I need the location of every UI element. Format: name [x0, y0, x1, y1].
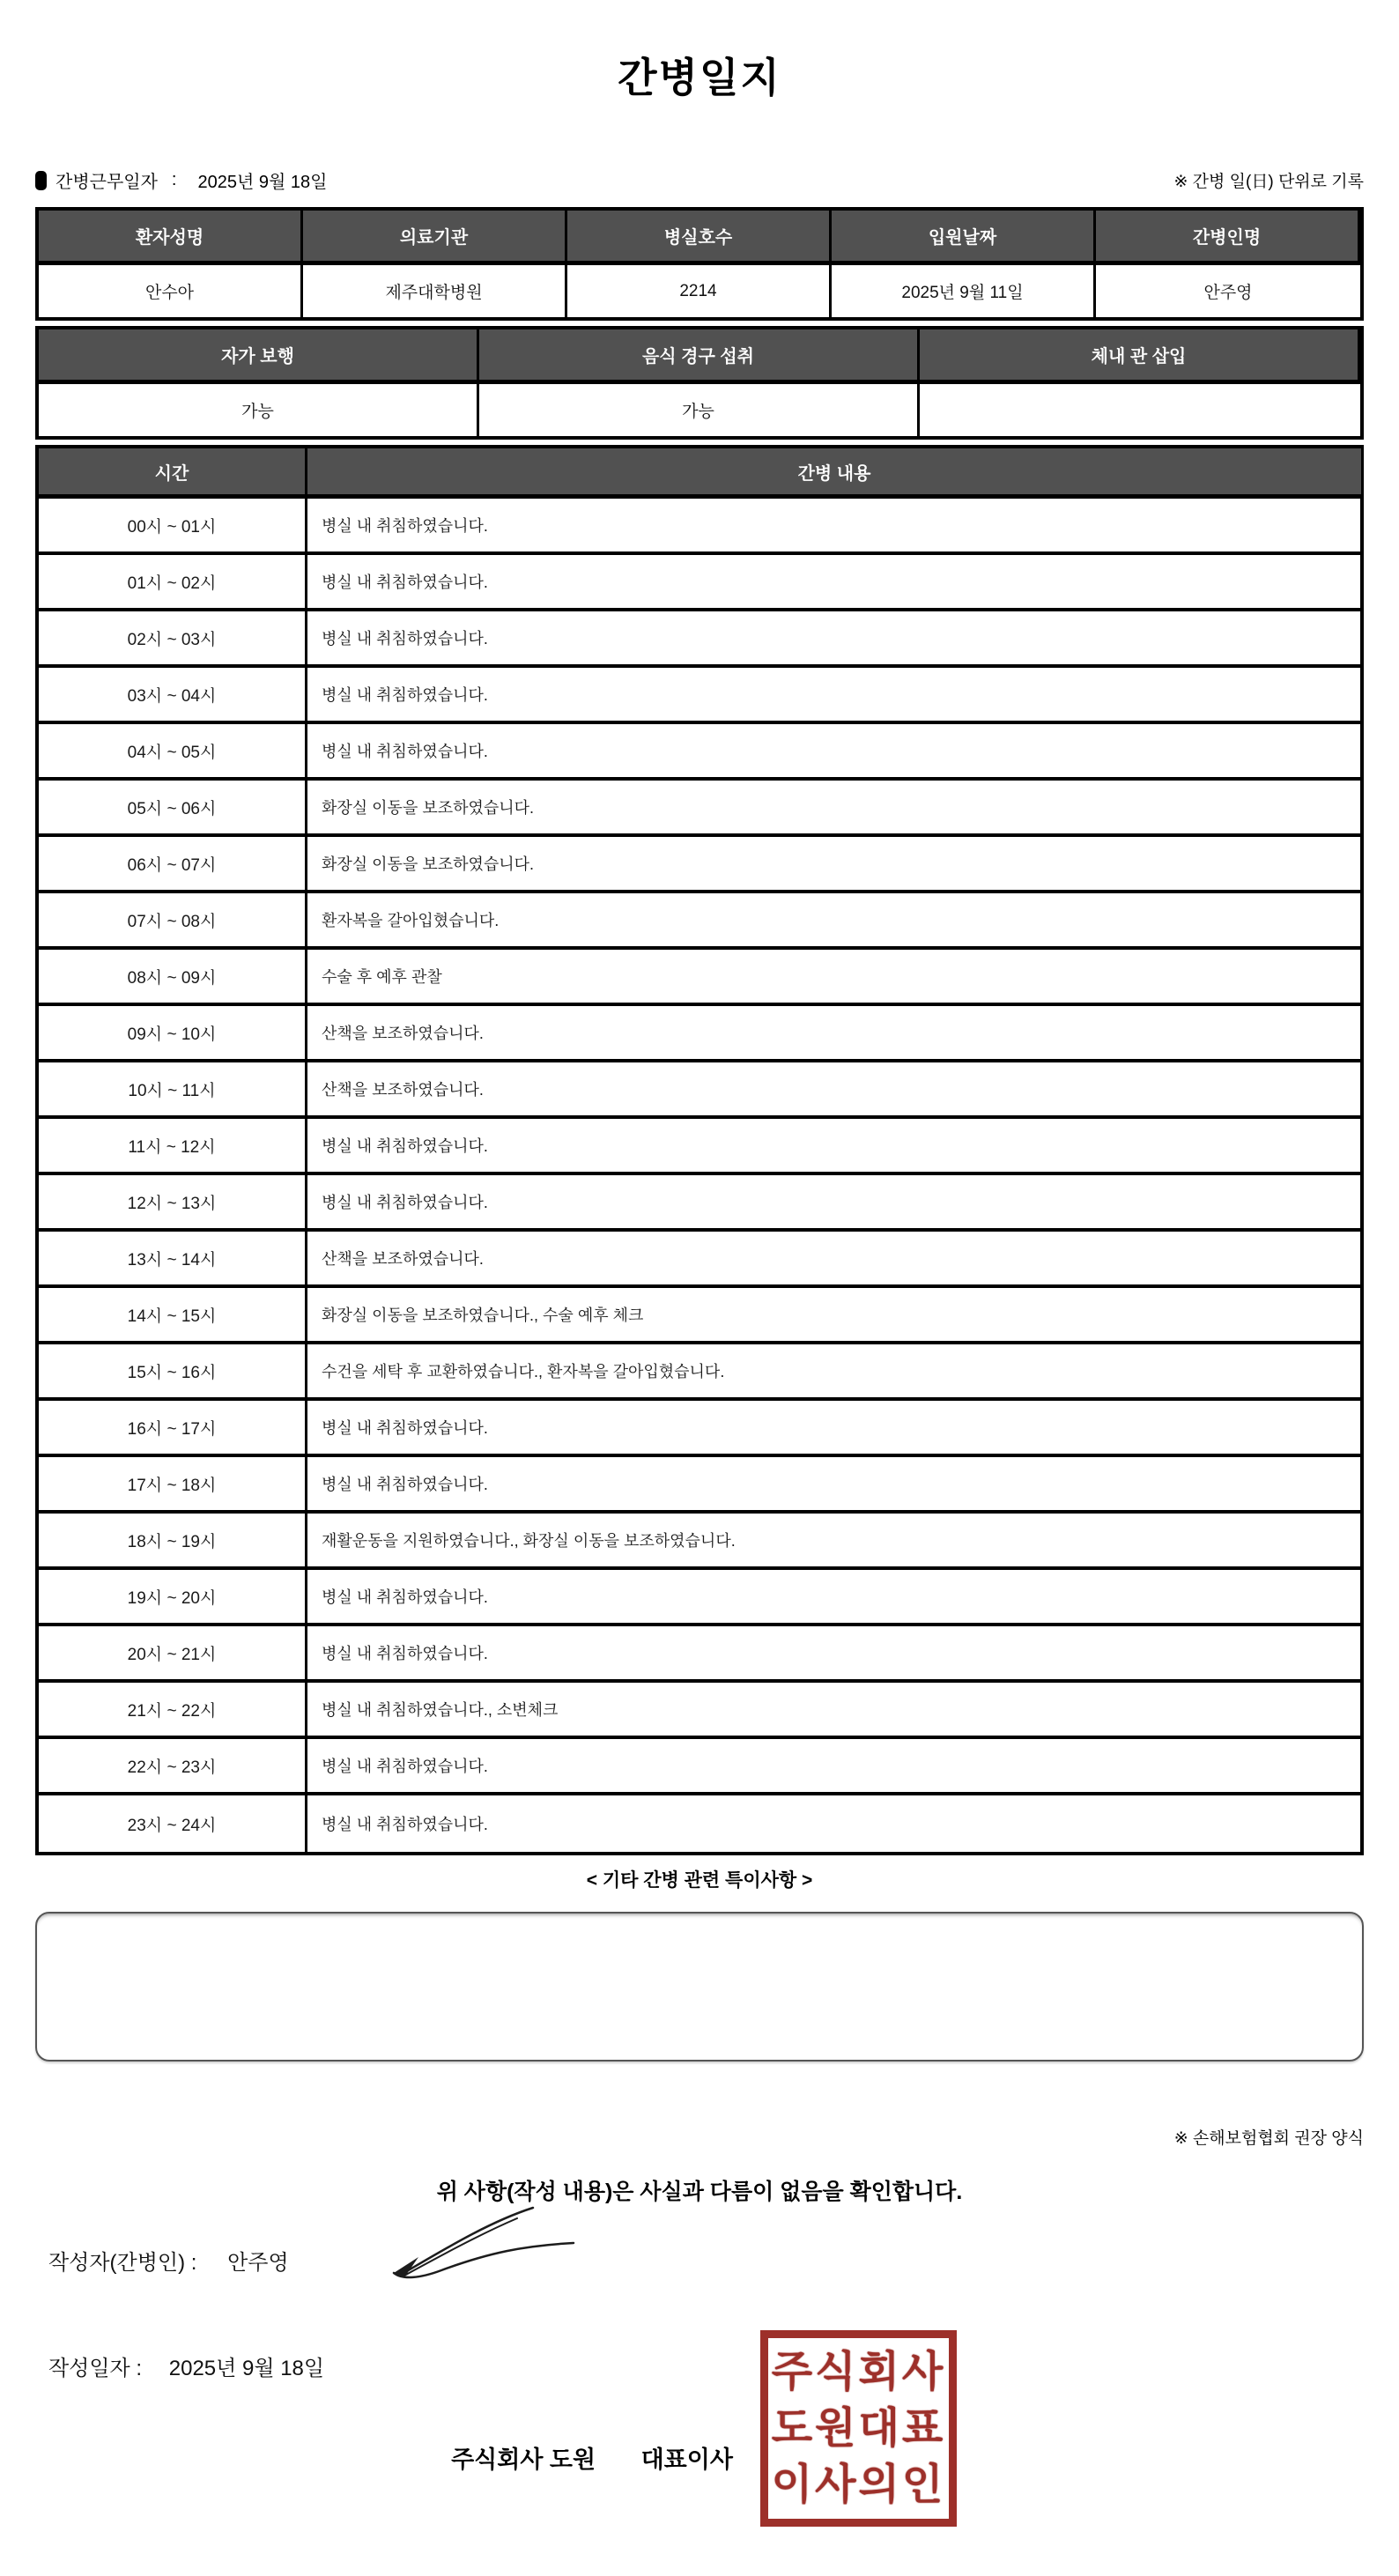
written-date-line	[48, 2350, 324, 2381]
admission-date-value: 2025년 9월 11일	[832, 265, 1096, 317]
notes-box	[35, 1912, 1364, 2062]
care-row-content: 화장실 이동을 보조하였습니다., 수술 예후 체크	[307, 1288, 1364, 1344]
care-row-time: 13시 ~ 14시	[39, 1232, 307, 1288]
care-row-time: 10시 ~ 11시	[39, 1062, 307, 1119]
patient-name-header: 환자성명	[39, 211, 303, 265]
care-work-date-label: 간병근무일자	[56, 173, 158, 192]
care-row-time: 23시 ~ 24시	[39, 1795, 307, 1852]
meta-colon: :	[171, 170, 177, 189]
tube-insertion-value	[920, 384, 1360, 436]
form-standard-note: ※ 손해보험협회 권장 양식	[1173, 2129, 1364, 2148]
caregiver-name-header: 간병인명	[1096, 211, 1360, 265]
page-title: 간병일지	[618, 55, 781, 100]
tube-insertion-header: 체내 관 삽입	[920, 329, 1360, 384]
room-number-value: 2214	[567, 265, 832, 317]
written-date-value: 2025년 9월 18일	[168, 2357, 325, 2380]
square-bullet-icon	[35, 171, 47, 190]
care-row-content: 산책을 보조하였습니다.	[307, 1006, 1364, 1062]
care-row-time: 12시 ~ 13시	[39, 1175, 307, 1232]
care-row-time: 02시 ~ 03시	[39, 611, 307, 668]
notes-section-title: < 기타 간병 관련 특이사항 >	[586, 1870, 813, 1891]
self-walking-header: 자가 보행	[39, 329, 479, 384]
care-row-content: 산책을 보조하였습니다.	[307, 1232, 1364, 1288]
care-row-time: 18시 ~ 19시	[39, 1514, 307, 1570]
care-row-content: 병실 내 취침하였습니다., 소변체크	[307, 1683, 1364, 1739]
writer-label: 작성자(간병인) :	[48, 2251, 197, 2275]
care-row-time: 11시 ~ 12시	[39, 1119, 307, 1175]
care-row-time: 05시 ~ 06시	[39, 781, 307, 837]
company-line	[0, 2440, 1184, 2475]
care-row-time: 08시 ~ 09시	[39, 950, 307, 1006]
care-row-time: 06시 ~ 07시	[39, 837, 307, 893]
care-row-content: 화장실 이동을 보조하였습니다.	[307, 837, 1364, 893]
hospital-value: 제주대학병원	[303, 265, 567, 317]
care-row-time: 19시 ~ 20시	[39, 1570, 307, 1626]
confirmation-statement: 위 사항(작성 내용)은 사실과 다름이 없음을 확인합니다.	[436, 2180, 963, 2204]
self-walking-value: 가능	[39, 384, 479, 436]
care-row-content: 병실 내 취침하였습니다.	[307, 1626, 1364, 1683]
meta-row	[35, 167, 1364, 193]
care-row-time: 03시 ~ 04시	[39, 668, 307, 724]
care-row-time: 01시 ~ 02시	[39, 555, 307, 611]
corporate-seal-stamp	[760, 2330, 957, 2527]
care-row-content: 병실 내 취침하였습니다.	[307, 499, 1364, 555]
care-row-content: 수건을 세탁 후 교환하였습니다., 환자복을 갈아입혔습니다.	[307, 1344, 1364, 1401]
care-row-content: 병실 내 취침하였습니다.	[307, 1119, 1364, 1175]
admission-date-header: 입원날짜	[832, 211, 1096, 265]
written-date-label: 작성일자 :	[48, 2357, 143, 2380]
care-row-content: 병실 내 취침하였습니다.	[307, 1457, 1364, 1514]
care-row-time: 07시 ~ 08시	[39, 893, 307, 950]
care-row-content: 수술 후 예후 관찰	[307, 950, 1364, 1006]
care-row-content: 산책을 보조하였습니다.	[307, 1062, 1364, 1119]
writer-name: 안주영	[227, 2251, 289, 2275]
oral-intake-value: 가능	[479, 384, 920, 436]
oral-intake-header: 음식 경구 섭취	[479, 329, 920, 384]
care-row-content: 병실 내 취침하였습니다.	[307, 1570, 1364, 1626]
care-content-column-header: 간병 내용	[307, 448, 1364, 499]
signature-scribble	[390, 2194, 584, 2286]
seal-text-line: 주식회사	[771, 2348, 946, 2395]
care-row-time: 17시 ~ 18시	[39, 1457, 307, 1514]
company-name: 주식회사 도원	[451, 2446, 596, 2473]
care-row-time: 16시 ~ 17시	[39, 1401, 307, 1457]
care-row-content: 병실 내 취침하였습니다.	[322, 1816, 488, 1833]
care-row-time: 22시 ~ 23시	[39, 1739, 307, 1795]
hospital-header: 의료기관	[303, 211, 567, 265]
seal-text-line: 도원대표	[771, 2404, 946, 2452]
care-row-content: 병실 내 취침하였습니다.	[307, 1175, 1364, 1232]
representative-title: 대표이사	[640, 2446, 733, 2473]
care-row-content: 병실 내 취침하였습니다.	[307, 1739, 1364, 1795]
patient-status-table	[35, 326, 1364, 440]
care-work-date-value: 2025년 9월 18일	[197, 173, 328, 192]
care-row-time: 09시 ~ 10시	[39, 1006, 307, 1062]
care-row-time: 00시 ~ 01시	[39, 499, 307, 555]
room-number-header: 병실호수	[567, 211, 832, 265]
caregiver-name-value: 안주영	[1203, 284, 1253, 302]
seal-text-line: 이사의인	[771, 2461, 946, 2508]
care-row-time: 04시 ~ 05시	[39, 724, 307, 781]
care-row-content: 병실 내 취침하였습니다.	[307, 668, 1364, 724]
care-row-time: 21시 ~ 22시	[39, 1683, 307, 1739]
time-column-header: 시간	[39, 448, 307, 499]
patient-name-value: 안수아	[39, 265, 303, 317]
writer-line	[48, 2245, 289, 2276]
care-row-content: 병실 내 취침하였습니다.	[307, 724, 1364, 781]
care-row-content: 병실 내 취침하였습니다.	[307, 1401, 1364, 1457]
care-row-time: 20시 ~ 21시	[39, 1626, 307, 1683]
care-work-date	[35, 167, 327, 193]
care-row-time: 15시 ~ 16시	[39, 1344, 307, 1401]
record-unit-note: ※ 간병 일(日) 단위로 기록	[1173, 173, 1364, 191]
care-row-content: 병실 내 취침하였습니다.	[307, 611, 1364, 668]
care-row-content: 환자복을 갈아입혔습니다.	[307, 893, 1364, 950]
care-row-time: 14시 ~ 15시	[39, 1288, 307, 1344]
care-row-content: 재활운동을 지원하였습니다., 화장실 이동을 보조하였습니다.	[307, 1514, 1364, 1570]
care-row-content: 화장실 이동을 보조하였습니다.	[307, 781, 1364, 837]
patient-info-table	[35, 207, 1364, 321]
care-row-content: 병실 내 취침하였습니다.	[307, 555, 1364, 611]
care-log-table	[35, 445, 1364, 1855]
